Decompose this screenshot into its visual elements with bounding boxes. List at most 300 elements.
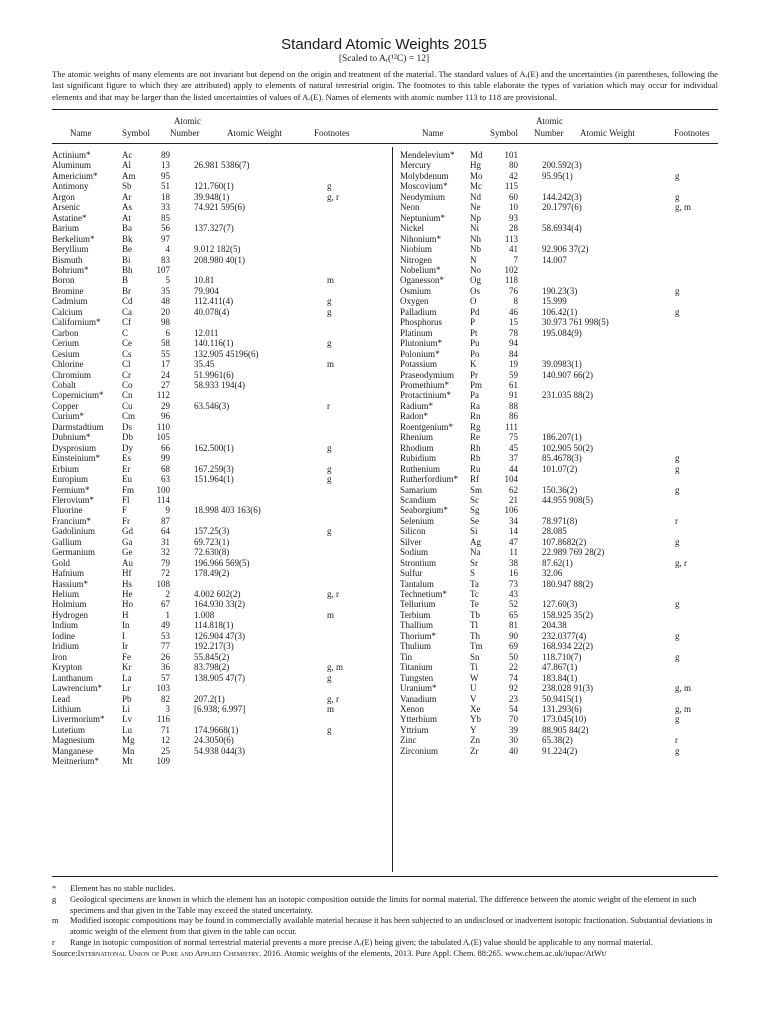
element-name: Aluminum bbox=[52, 160, 92, 171]
element-name: Erbium bbox=[52, 463, 79, 474]
element-atomic-number: 77 bbox=[161, 641, 170, 652]
element-row bbox=[52, 160, 367, 170]
element-symbol: Lu bbox=[122, 724, 132, 735]
element-atomic-number: 10 bbox=[509, 202, 518, 213]
element-atomic-weight: 178.49(2) bbox=[194, 568, 230, 579]
element-atomic-number: 93 bbox=[509, 212, 518, 223]
element-atomic-weight bbox=[522, 181, 675, 191]
element-footnote: r bbox=[675, 735, 678, 746]
element-symbol: Tb bbox=[470, 609, 480, 620]
element-footnote: g bbox=[675, 484, 680, 495]
element-atomic-number: 118 bbox=[504, 275, 518, 286]
element-symbol: As bbox=[122, 202, 133, 213]
element-name: Livermorium* bbox=[52, 714, 105, 725]
intro-paragraph: The atomic weights of many elements are not invariant but depend on the origin and treatment of the material. The standard values of Aᵣ(E) and the uncertainties (in parentheses, following the last significant figure to which they are attributed) apply to elements of natural terrestrial origin. The footnotes to this table elaborate the types of variation which may occur for individual elements and that may be larger than the listed uncertainties of values of Aᵣ(E). Names of elements with atomic number 113 to 118 are provisional. bbox=[52, 69, 718, 102]
element-atomic-weight: 164.930 33(2) bbox=[194, 599, 245, 610]
element-symbol: Fr bbox=[122, 515, 131, 526]
element-row bbox=[400, 547, 715, 557]
table-bottom-rule bbox=[52, 876, 718, 877]
footnote-text: Modified isotopic compositions may be found in commercially available material because it has been subjected to an undisclosed or inadvertent isotopic fractionation. Substantial deviations in atomic weight of the element from that given in the table can occur. bbox=[70, 916, 713, 937]
element-row bbox=[52, 223, 367, 233]
element-symbol: Sb bbox=[122, 181, 132, 192]
element-footnote bbox=[327, 160, 367, 170]
element-atomic-weight: 174.9668(1) bbox=[194, 724, 239, 735]
element-atomic-number: 67 bbox=[161, 599, 170, 610]
element-row bbox=[400, 453, 715, 463]
element-atomic-number: 70 bbox=[509, 714, 518, 725]
element-name: Niobium bbox=[400, 244, 433, 255]
element-symbol: Eu bbox=[122, 474, 132, 485]
element-atomic-number: 61 bbox=[509, 379, 518, 390]
element-row bbox=[400, 202, 715, 212]
element-symbol: B bbox=[122, 275, 129, 286]
element-row bbox=[52, 558, 367, 568]
element-atomic-number: 72 bbox=[161, 568, 170, 579]
element-atomic-weight: 78.971(8) bbox=[542, 515, 578, 526]
element-name: Actinium* bbox=[52, 150, 91, 160]
element-footnote: g bbox=[675, 453, 680, 464]
element-atomic-number: 11 bbox=[509, 547, 518, 558]
element-atomic-weight: 58.933 194(4) bbox=[194, 379, 245, 390]
element-footnote bbox=[675, 213, 715, 223]
element-atomic-number: 14 bbox=[509, 526, 518, 537]
element-atomic-weight bbox=[174, 234, 327, 244]
element-footnote: g bbox=[327, 181, 332, 192]
element-atomic-weight: 195.084(9) bbox=[542, 327, 582, 338]
element-row bbox=[52, 150, 367, 160]
element-name: Helium bbox=[52, 589, 79, 600]
element-symbol: Hf bbox=[122, 568, 132, 579]
element-symbol: Bh bbox=[122, 264, 133, 275]
element-footnote bbox=[675, 265, 715, 275]
page-subtitle: [Scaled to Aᵣ(¹²C) = 12] bbox=[338, 54, 430, 64]
element-atomic-number: 2 bbox=[165, 589, 170, 600]
element-name: Iron bbox=[52, 651, 67, 662]
element-symbol: Mg bbox=[122, 735, 135, 746]
element-atomic-weight: 126.904 47(3) bbox=[194, 630, 245, 641]
element-atomic-number: 65 bbox=[509, 609, 518, 620]
element-footnote bbox=[327, 631, 367, 641]
element-symbol: Pt bbox=[470, 327, 478, 338]
element-atomic-number: 78 bbox=[509, 327, 518, 338]
element-atomic-number: 58 bbox=[161, 338, 170, 349]
element-atomic-weight: 95.95(1) bbox=[542, 170, 573, 181]
source-rest: . 2016. Atomic weights of the elements, 2013. Pure Appl. Chem. 88:265. www.chem.ac.uk/iupac/AtWt/ bbox=[259, 948, 607, 958]
element-symbol: Li bbox=[122, 704, 130, 715]
element-atomic-number: 46 bbox=[509, 306, 518, 317]
element-row bbox=[52, 432, 367, 442]
element-name: Nickel bbox=[400, 223, 424, 234]
element-row bbox=[400, 683, 715, 693]
element-footnote bbox=[675, 255, 715, 265]
element-row bbox=[52, 641, 367, 651]
element-symbol: Cm bbox=[122, 411, 136, 422]
element-name: Hassium* bbox=[52, 578, 88, 589]
element-name: Dubnium* bbox=[52, 432, 91, 443]
source-prefix: Source: bbox=[52, 948, 78, 958]
element-symbol: Pb bbox=[122, 693, 132, 704]
element-atomic-weight bbox=[174, 213, 327, 223]
element-name: Argon bbox=[52, 191, 75, 202]
element-symbol: Np bbox=[470, 212, 481, 223]
element-atomic-number: 9 bbox=[165, 505, 170, 516]
source-citation bbox=[52, 949, 720, 960]
element-atomic-weight: 12.011 bbox=[194, 327, 219, 338]
element-row bbox=[52, 735, 367, 745]
element-footnote bbox=[327, 495, 367, 505]
element-atomic-weight: 231.035 88(2) bbox=[542, 390, 593, 401]
element-atomic-number: 5 bbox=[165, 275, 170, 286]
element-name: Promethium* bbox=[400, 379, 449, 390]
element-atomic-weight: 180.947 88(2) bbox=[542, 578, 593, 589]
element-atomic-number: 95 bbox=[161, 170, 170, 181]
element-atomic-weight bbox=[174, 516, 327, 526]
element-symbol: O bbox=[470, 296, 477, 307]
element-symbol: Y bbox=[470, 724, 477, 735]
element-atomic-weight: 74.921 595(6) bbox=[194, 202, 245, 213]
element-row bbox=[52, 202, 367, 212]
element-footnote: g bbox=[327, 306, 332, 317]
element-row bbox=[52, 380, 367, 390]
element-atomic-number: 35 bbox=[161, 285, 170, 296]
element-row bbox=[52, 662, 367, 672]
element-atomic-weight: 132.905 45196(6) bbox=[194, 348, 259, 359]
element-atomic-weight: 150.36(2) bbox=[542, 484, 578, 495]
footnote-text: Element has no stable nuclides. bbox=[70, 884, 176, 893]
element-atomic-weight: 87.62(1) bbox=[542, 557, 573, 568]
header-bottom-rule bbox=[52, 143, 718, 144]
element-row bbox=[52, 505, 367, 515]
element-atomic-weight bbox=[522, 505, 675, 515]
element-symbol: Te bbox=[470, 599, 479, 610]
element-atomic-weight bbox=[174, 485, 327, 495]
element-row bbox=[400, 286, 715, 296]
element-footnote bbox=[675, 432, 715, 442]
element-atomic-number: 37 bbox=[509, 453, 518, 464]
element-row bbox=[52, 244, 367, 254]
element-atomic-number: 83 bbox=[161, 254, 170, 265]
element-footnote: m bbox=[327, 704, 335, 715]
element-row bbox=[400, 495, 715, 505]
element-atomic-number: 39 bbox=[509, 724, 518, 735]
element-atomic-number: 111 bbox=[505, 421, 518, 432]
element-footnote: g bbox=[327, 526, 332, 537]
element-atomic-number: 48 bbox=[161, 296, 170, 307]
element-footnote: g, m bbox=[675, 704, 692, 715]
element-atomic-weight: 88.905 84(2) bbox=[542, 724, 589, 735]
element-atomic-number: 107 bbox=[156, 264, 170, 275]
element-name: Astatine* bbox=[52, 212, 87, 223]
element-row bbox=[400, 349, 715, 359]
right-header-number: Number bbox=[534, 128, 564, 138]
element-row bbox=[400, 171, 715, 181]
element-footnote: g bbox=[675, 285, 680, 296]
element-footnote bbox=[675, 526, 715, 536]
element-footnote bbox=[675, 181, 715, 191]
element-symbol: Am bbox=[122, 170, 136, 181]
element-atomic-number: 55 bbox=[161, 348, 170, 359]
element-symbol: Na bbox=[470, 547, 481, 558]
left-header-weight: Atomic Weight bbox=[227, 128, 282, 138]
element-atomic-weight: 140.907 66(2) bbox=[542, 369, 593, 380]
element-atomic-weight: 192.217(3) bbox=[194, 641, 234, 652]
element-atomic-weight: 140.116(1) bbox=[194, 338, 234, 349]
element-name: Fermium* bbox=[52, 484, 90, 495]
element-row bbox=[400, 526, 715, 536]
element-atomic-number: 92 bbox=[509, 683, 518, 694]
element-footnote bbox=[327, 286, 367, 296]
element-name: Lawrencium* bbox=[52, 683, 102, 694]
element-atomic-number: 62 bbox=[509, 484, 518, 495]
element-name: Iridium bbox=[52, 641, 79, 652]
element-name: Roentgenium* bbox=[400, 421, 453, 432]
element-footnote bbox=[675, 370, 715, 380]
element-footnote: g bbox=[327, 338, 332, 349]
element-row bbox=[52, 568, 367, 578]
element-atomic-weight: 26.981 5386(7) bbox=[194, 160, 250, 171]
element-symbol: Bi bbox=[122, 254, 131, 265]
element-atomic-weight: 151.964(1) bbox=[194, 474, 234, 485]
element-symbol: He bbox=[122, 589, 133, 600]
element-symbol: Pu bbox=[470, 338, 480, 349]
element-atomic-number: 45 bbox=[509, 442, 518, 453]
element-atomic-number: 59 bbox=[509, 369, 518, 380]
element-footnote bbox=[675, 234, 715, 244]
element-row bbox=[52, 234, 367, 244]
element-atomic-weight: 168.934 22(2) bbox=[542, 641, 593, 652]
element-name: Oganesson* bbox=[400, 275, 444, 286]
element-symbol: V bbox=[470, 693, 477, 704]
element-row bbox=[52, 725, 367, 735]
element-name: Iodine bbox=[52, 630, 75, 641]
element-row bbox=[52, 338, 367, 348]
element-row bbox=[400, 704, 715, 714]
element-atomic-weight: 91.224(2) bbox=[542, 745, 578, 756]
element-row bbox=[52, 192, 367, 202]
element-footnote bbox=[327, 579, 367, 589]
element-name: Ytterbium bbox=[400, 714, 437, 725]
element-atomic-weight: 204.38 bbox=[542, 620, 567, 631]
left-header-symbol: Symbol bbox=[122, 128, 151, 138]
element-footnote bbox=[675, 579, 715, 589]
element-footnote bbox=[327, 171, 367, 181]
element-atomic-weight: 162.500(1) bbox=[194, 442, 234, 453]
element-footnote: r bbox=[327, 400, 330, 411]
element-symbol: Pr bbox=[470, 369, 479, 380]
element-symbol: Ac bbox=[122, 150, 133, 160]
right-element-table bbox=[400, 150, 715, 756]
element-atomic-weight bbox=[174, 714, 327, 724]
element-atomic-number: 3 bbox=[165, 704, 170, 715]
element-atomic-number: 102 bbox=[504, 264, 518, 275]
element-footnote bbox=[675, 505, 715, 515]
element-footnote bbox=[327, 265, 367, 275]
element-atomic-weight: 144.242(3) bbox=[542, 191, 582, 202]
element-name: Einsteinium* bbox=[52, 453, 100, 464]
element-name: Technetium* bbox=[400, 589, 447, 600]
element-name: Neodymium bbox=[400, 191, 445, 202]
element-name: Tungsten bbox=[400, 672, 434, 683]
element-footnote bbox=[327, 735, 367, 745]
element-name: Radon* bbox=[400, 411, 428, 422]
element-name: Samarium bbox=[400, 484, 437, 495]
element-name: Silicon bbox=[400, 526, 426, 537]
element-atomic-number: 108 bbox=[156, 578, 170, 589]
element-symbol: Cf bbox=[122, 317, 131, 328]
element-symbol: P bbox=[470, 317, 476, 328]
element-symbol: N bbox=[470, 254, 477, 265]
element-footnote bbox=[675, 317, 715, 327]
element-row bbox=[400, 631, 715, 641]
element-atomic-number: 82 bbox=[161, 693, 170, 704]
element-atomic-weight: 173.045(10) bbox=[542, 714, 587, 725]
element-atomic-number: 104 bbox=[504, 474, 518, 485]
element-atomic-number: 4 bbox=[165, 244, 170, 255]
element-atomic-number: 98 bbox=[161, 317, 170, 328]
element-footnote bbox=[675, 547, 715, 557]
element-name: Holmium bbox=[52, 599, 87, 610]
element-row bbox=[400, 370, 715, 380]
element-row bbox=[52, 317, 367, 327]
element-symbol: Pd bbox=[470, 306, 480, 317]
element-atomic-number: 24 bbox=[161, 369, 170, 380]
element-name: Bohrium* bbox=[52, 264, 89, 275]
element-name: Yttrium bbox=[400, 724, 429, 735]
element-atomic-number: 8 bbox=[513, 296, 518, 307]
element-row bbox=[52, 714, 367, 724]
element-footnote bbox=[327, 328, 367, 338]
footnote-key: * bbox=[52, 884, 57, 893]
element-footnote bbox=[675, 694, 715, 704]
element-symbol: W bbox=[470, 672, 479, 683]
element-atomic-weight: 186.207(1) bbox=[542, 432, 582, 443]
element-footnote bbox=[675, 443, 715, 453]
element-row bbox=[400, 579, 715, 589]
element-symbol: Sr bbox=[470, 557, 479, 568]
element-symbol: Ca bbox=[122, 306, 132, 317]
left-header-atomic: Atomic bbox=[174, 116, 201, 126]
element-atomic-number: 105 bbox=[156, 432, 170, 443]
element-row bbox=[52, 620, 367, 630]
element-atomic-weight: 158.925 35(2) bbox=[542, 609, 593, 620]
element-name: Calcium bbox=[52, 306, 83, 317]
element-footnote: m bbox=[327, 359, 335, 370]
element-footnote: g bbox=[675, 536, 680, 547]
element-atomic-weight: 137.327(7) bbox=[194, 223, 234, 234]
element-symbol: Os bbox=[470, 285, 481, 296]
element-footnote bbox=[327, 620, 367, 630]
element-row bbox=[400, 589, 715, 599]
element-footnote bbox=[327, 223, 367, 233]
element-row bbox=[400, 746, 715, 756]
element-atomic-number: 51 bbox=[161, 181, 170, 192]
element-atomic-number: 88 bbox=[509, 400, 518, 411]
element-name: Carbon bbox=[52, 327, 79, 338]
right-header-footnotes: Footnotes bbox=[674, 128, 710, 138]
element-symbol: Hs bbox=[122, 578, 133, 589]
element-footnote bbox=[327, 714, 367, 724]
element-footnote: m bbox=[327, 609, 335, 620]
element-atomic-weight bbox=[174, 579, 327, 589]
element-symbol: Nb bbox=[470, 244, 481, 255]
element-row bbox=[52, 401, 367, 411]
element-row bbox=[400, 390, 715, 400]
element-atomic-weight bbox=[522, 589, 675, 599]
element-atomic-weight bbox=[522, 213, 675, 223]
element-symbol: Th bbox=[470, 630, 480, 641]
element-name: Rhenium bbox=[400, 432, 433, 443]
element-footnote bbox=[327, 505, 367, 515]
element-name: Protactinium* bbox=[400, 390, 451, 401]
element-row bbox=[52, 307, 367, 317]
element-name: Bromine bbox=[52, 285, 84, 296]
element-name: Hafnium bbox=[52, 568, 84, 579]
left-header-number: Number bbox=[170, 128, 200, 138]
element-atomic-number: 97 bbox=[161, 233, 170, 244]
element-name: Krypton bbox=[52, 662, 82, 673]
element-atomic-weight: 101.07(2) bbox=[542, 463, 578, 474]
element-atomic-number: 44 bbox=[509, 463, 518, 474]
element-row bbox=[52, 422, 367, 432]
element-name: Terbium bbox=[400, 609, 431, 620]
element-row bbox=[400, 620, 715, 630]
element-row bbox=[52, 453, 367, 463]
element-row bbox=[400, 275, 715, 285]
element-symbol: Pm bbox=[470, 379, 483, 390]
element-name: Meitnerium* bbox=[52, 756, 99, 767]
element-name: Selenium bbox=[400, 515, 434, 526]
element-name: Cerium bbox=[52, 338, 79, 349]
element-symbol: Xe bbox=[470, 704, 481, 715]
element-atomic-number: 112 bbox=[156, 390, 170, 401]
element-symbol: Mn bbox=[122, 745, 135, 756]
element-row bbox=[400, 464, 715, 474]
element-atomic-weight bbox=[174, 317, 327, 327]
element-name: Manganese bbox=[52, 745, 93, 756]
element-symbol: Fl bbox=[122, 494, 130, 505]
element-symbol: S bbox=[470, 568, 476, 579]
element-row bbox=[400, 317, 715, 327]
element-row bbox=[400, 537, 715, 547]
element-atomic-number: 96 bbox=[161, 411, 170, 422]
element-atomic-number: 76 bbox=[509, 285, 518, 296]
element-atomic-number: 30 bbox=[509, 735, 518, 746]
element-name: Thulium bbox=[400, 641, 431, 652]
element-atomic-weight: 83.798(2) bbox=[194, 662, 230, 673]
element-name: Mendelevium* bbox=[400, 150, 455, 160]
element-footnote: g bbox=[327, 672, 332, 683]
element-row bbox=[52, 694, 367, 704]
element-row bbox=[400, 411, 715, 421]
element-name: Lead bbox=[52, 693, 70, 704]
element-footnote: g bbox=[327, 474, 332, 485]
element-row bbox=[400, 307, 715, 317]
element-symbol: Rh bbox=[470, 442, 481, 453]
element-atomic-number: 115 bbox=[504, 181, 518, 192]
element-symbol: Pa bbox=[470, 390, 479, 401]
element-footnote bbox=[675, 725, 715, 735]
element-atomic-number: 49 bbox=[161, 620, 170, 631]
element-symbol: Ru bbox=[470, 463, 481, 474]
element-footnote: g bbox=[675, 306, 680, 317]
element-atomic-number: 90 bbox=[509, 630, 518, 641]
element-row bbox=[400, 255, 715, 265]
element-name: Rhodium bbox=[400, 442, 434, 453]
element-footnote: g bbox=[327, 296, 332, 307]
element-symbol: Tc bbox=[470, 589, 479, 600]
element-symbol: Ge bbox=[122, 547, 133, 558]
element-row bbox=[400, 662, 715, 672]
